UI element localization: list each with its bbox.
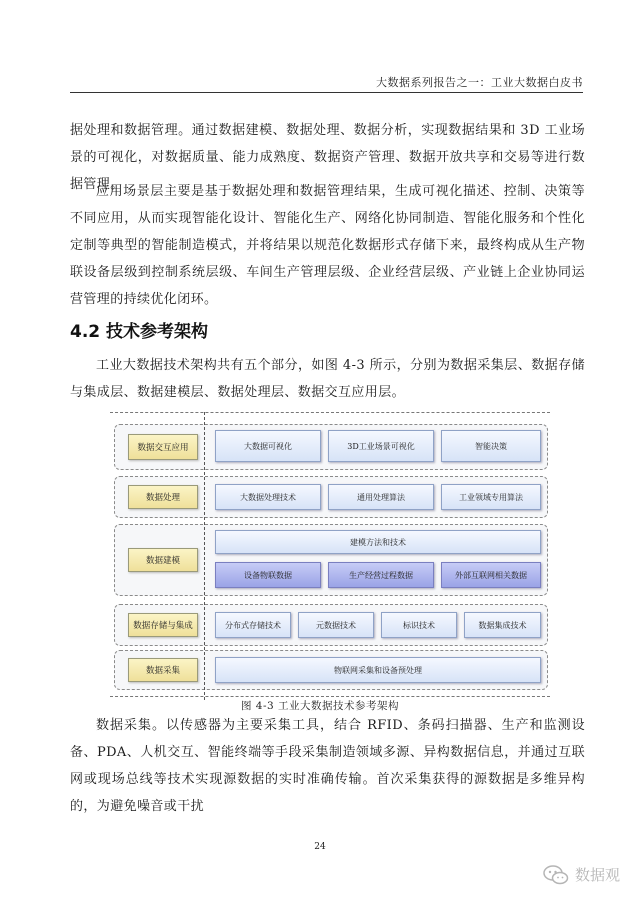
tech-box: 元数据技术 xyxy=(298,612,374,638)
page-header xyxy=(70,70,583,93)
layer-storage xyxy=(114,604,548,646)
paragraph-2: 应用场景层主要是基于数据处理和数据管理结果，生成可视化描述、控制、决策等不同应用，从而实现智能化设计、智能化生产、网络化协同制造、智能化服务和个性化定制等典型的智能制造模式，并将结果以规范化数据形式存储下来，最终构成从生产物联设备层级到控制系统层级、车间生产管理层级、企业经营层级、产业链上企业协同运营管理的持续优化闭环。 xyxy=(70,184,585,307)
paragraph-1: 据处理和数据管理。通过数据建模、数据处理、数据分析，实现数据结果和 3D 工业场景的可视化，对数据质量、能力成熟度、数据资产管理、数据开放共享和交易等进行数据管理。 xyxy=(70,123,585,192)
diagram-vertical-divider xyxy=(204,412,205,700)
diagram-bottom-divider xyxy=(110,696,550,697)
section-title: 4.2 技术参考架构 xyxy=(70,322,209,342)
layer-label-storage: 数据存储与集成 xyxy=(128,613,198,637)
page-number: 24 xyxy=(314,842,326,852)
header-title: 大数据系列报告之一：工业大数据白皮书 xyxy=(376,76,583,89)
paragraph-3: 工业大数据技术架构共有五个部分，如图 4-3 所示，分别为数据采集层、数据存储与集成层、数据建模层、数据处理层、数据交互应用层。 xyxy=(70,358,585,400)
layer-label-modeling: 数据建模 xyxy=(128,548,198,572)
tech-box: 大数据可视化 xyxy=(215,430,321,462)
layer-label-collection: 数据采集 xyxy=(128,658,198,682)
tech-box: 3D工业场景可视化 xyxy=(328,430,434,462)
watermark xyxy=(543,864,620,885)
data-source-box: 外部互联网相关数据 xyxy=(441,562,541,588)
diagram-top-divider xyxy=(110,412,550,413)
tech-box: 智能决策 xyxy=(441,430,541,462)
layer-modeling xyxy=(114,524,548,596)
paragraph-4: 数据采集。以传感器为主要采集工具，结合 RFID、条码扫描器、生产和监测设备、PDA、人机交互、智能终端等手段采集制造领域多源、异构数据信息，并通过互联网或现场总线等技术实现源数据的实时准确传输。首次采集获得的源数据是多维异构的，为避免噪音或干扰 xyxy=(70,718,585,814)
watermark-text: 数据观 xyxy=(574,866,620,884)
tech-box: 分布式存储技术 xyxy=(215,612,291,638)
data-source-box: 设备物联数据 xyxy=(215,562,321,588)
layer-label-interaction: 数据交互应用 xyxy=(128,434,198,460)
layer-interaction xyxy=(114,424,548,470)
wechat-icon xyxy=(543,865,569,885)
modeling-methods-box: 建模方法和技术 xyxy=(215,530,541,554)
data-source-box: 生产经营过程数据 xyxy=(328,562,434,588)
layer-collection xyxy=(114,650,548,690)
tech-box: 物联网采集和设备预处理 xyxy=(215,657,541,683)
layer-label-processing: 数据处理 xyxy=(128,485,198,509)
layer-processing xyxy=(114,476,548,518)
tech-box: 数据集成技术 xyxy=(464,612,541,638)
architecture-diagram xyxy=(110,418,550,690)
tech-box: 通用处理算法 xyxy=(328,484,434,510)
figure-caption: 图 4-3 工业大数据技术参考架构 xyxy=(240,700,400,712)
tech-box: 大数据处理技术 xyxy=(215,484,321,510)
tech-box: 标识技术 xyxy=(381,612,457,638)
tech-box: 工业领域专用算法 xyxy=(441,484,541,510)
